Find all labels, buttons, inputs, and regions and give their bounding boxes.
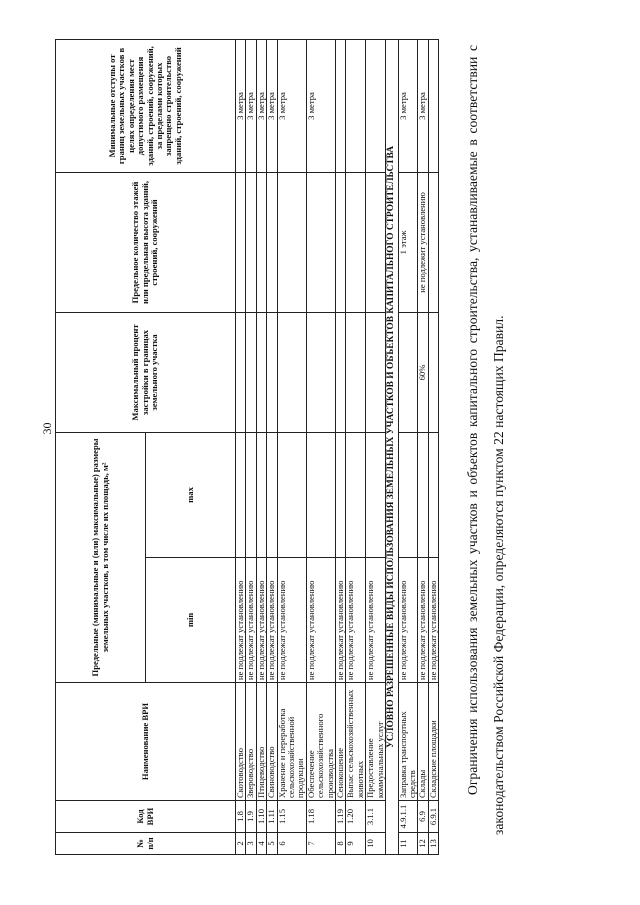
- row-name: Выпас сельскохозяйственных животных: [346, 683, 366, 801]
- page-number: 30: [40, 422, 54, 435]
- row-max: [277, 432, 306, 557]
- row-floors: [277, 172, 306, 312]
- table-row: [246, 39, 256, 854]
- section-title: УСЛОВНО РАЗРЕШЕННЫЕ ВИДЫ ИСПОЛЬЗОВАНИЯ ЗЕМЕЛЬНЫХ УЧАСТКОВ И ОБЪЕКТОВ КАПИТАЛЬНОГО СТРОИТЕЛЬСТВА: [386, 39, 398, 854]
- section-row: [386, 39, 398, 854]
- row-code: 6.9.1: [428, 801, 438, 833]
- row-name: Птицеводство: [256, 683, 266, 801]
- row-pct: 60%: [418, 312, 428, 432]
- row-setback: 3 метра: [306, 39, 335, 172]
- row-max: [418, 432, 428, 557]
- row-min: не подлежат установлению: [346, 558, 366, 683]
- row-floors: [267, 172, 277, 312]
- row-name: Предоставление коммунальных услуг: [366, 683, 386, 801]
- row-pct: [236, 312, 246, 432]
- row-setback: 3 метра: [277, 39, 306, 172]
- row-code: 3.1.1: [366, 801, 386, 833]
- row-number: 8: [336, 833, 346, 855]
- row-max: [346, 432, 366, 557]
- row-name: Хранение и переработка сельскохозяйственной продукции: [277, 683, 306, 801]
- row-number: 7: [306, 833, 335, 855]
- row-max: [336, 432, 346, 557]
- row-name: Сенокошение: [336, 683, 346, 801]
- table-row: [277, 39, 306, 854]
- table-row: [366, 39, 386, 854]
- table-row: [428, 39, 438, 854]
- row-number: 3: [246, 833, 256, 855]
- row-floors: не подлежит установлению: [418, 172, 428, 312]
- row-pct: [366, 312, 386, 432]
- row-number: 10: [366, 833, 386, 855]
- row-name: Заправка транспортных средств: [398, 683, 418, 801]
- table-row: [306, 39, 335, 854]
- header-code: Код ВРИ: [56, 801, 236, 833]
- row-pct: [428, 312, 438, 432]
- row-min: не подлежат установлению: [256, 558, 266, 683]
- row-name: Свиноводство: [267, 683, 277, 801]
- table-row: [256, 39, 266, 854]
- row-floors: [428, 172, 438, 312]
- row-number: 12: [418, 833, 428, 855]
- table-row: [336, 39, 346, 854]
- row-number: 2: [236, 833, 246, 855]
- row-max: [256, 432, 266, 557]
- table-row: [418, 39, 428, 854]
- row-setback: 3 метра: [256, 39, 266, 172]
- table-row: [346, 39, 366, 854]
- table-row: [236, 39, 246, 854]
- row-min: не подлежат установлению: [398, 558, 418, 683]
- header-floors: Предельное количество этажей или предельная высота зданий, строений, сооружений: [56, 172, 236, 312]
- table-row: [267, 39, 277, 854]
- row-pct: [346, 312, 366, 432]
- header-num: № п/п: [56, 833, 236, 855]
- row-min: не подлежат установлению: [277, 558, 306, 683]
- header-name: Наименование ВРИ: [56, 683, 236, 801]
- row-max: [366, 432, 386, 557]
- row-min: не подлежат установлению: [336, 558, 346, 683]
- row-setback: [428, 39, 438, 172]
- row-min: не подлежат установлению: [306, 558, 335, 683]
- row-pct: [306, 312, 335, 432]
- row-max: [246, 432, 256, 557]
- row-number: 4: [256, 833, 266, 855]
- header-setback: Минимальные отступы от границ земельных участков в целях определения мест допустимого размещения зданий, строений, сооружений, за пределами которых запрещено строительство зданий, строений, сооружений: [56, 39, 236, 172]
- row-number: 9: [346, 833, 366, 855]
- row-code: 1.18: [306, 801, 335, 833]
- row-number: 5: [267, 833, 277, 855]
- row-setback: 3 метра: [236, 39, 246, 172]
- row-max: [398, 432, 418, 557]
- row-code: 1.11: [267, 801, 277, 833]
- row-code: 1.15: [277, 801, 306, 833]
- row-name: Скотоводство: [236, 683, 246, 801]
- row-floors: [306, 172, 335, 312]
- row-code: 1.10: [256, 801, 266, 833]
- header-max: max: [146, 432, 236, 557]
- row-setback: [336, 39, 346, 172]
- restrictions-note: Ограничения использования земельных участков и объектов капитального строительства, устанавливаемые в соответствии с законодательством Российской Федерации, определяются пунктом 22 настоящих Правил.: [465, 45, 506, 835]
- row-code: 1.20: [346, 801, 366, 833]
- row-name: Звероводство: [246, 683, 256, 801]
- row-name: Склады: [418, 683, 428, 801]
- row-floors: [256, 172, 266, 312]
- row-setback: 3 метра: [418, 39, 428, 172]
- row-name: Складские площадки: [428, 683, 438, 801]
- row-number: 13: [428, 833, 438, 855]
- row-code: 1.8: [236, 801, 246, 833]
- row-min: не подлежат установлению: [267, 558, 277, 683]
- row-pct: [398, 312, 418, 432]
- row-setback: [346, 39, 366, 172]
- row-setback: 3 метра: [246, 39, 256, 172]
- row-floors: [246, 172, 256, 312]
- row-number: 11: [398, 833, 418, 855]
- regulations-table: [55, 39, 439, 855]
- row-code: 1.9: [246, 801, 256, 833]
- row-min: не подлежат установлению: [246, 558, 256, 683]
- row-min: не подлежат установлению: [366, 558, 386, 683]
- header-size: Предельные (минимальные и (или) максимальные) размеры земельных участков, в том числе их площадь, м²: [56, 432, 146, 682]
- table-row: [398, 39, 418, 854]
- row-floors: 1 этаж: [398, 172, 418, 312]
- row-code: 1.19: [336, 801, 346, 833]
- row-pct: [246, 312, 256, 432]
- row-floors: [346, 172, 366, 312]
- row-max: [236, 432, 246, 557]
- row-pct: [267, 312, 277, 432]
- row-setback: [366, 39, 386, 172]
- row-name: Обеспечение сельскохозяйственного производства: [306, 683, 335, 801]
- row-pct: [256, 312, 266, 432]
- header-min: min: [146, 558, 236, 683]
- row-pct: [336, 312, 346, 432]
- row-number: 6: [277, 833, 306, 855]
- row-max: [267, 432, 277, 557]
- row-floors: [336, 172, 346, 312]
- row-floors: [236, 172, 246, 312]
- header-pct: Максимальный процент застройки в границах земельного участка: [56, 312, 236, 432]
- row-setback: 3 метра: [267, 39, 277, 172]
- row-min: не подлежат установлению: [418, 558, 428, 683]
- row-min: не подлежат установлению: [236, 558, 246, 683]
- row-pct: [277, 312, 306, 432]
- row-max: [428, 432, 438, 557]
- row-code: 4.9.1.1: [398, 801, 418, 833]
- row-code: 6.9: [418, 801, 428, 833]
- row-min: не подлежат установлению: [428, 558, 438, 683]
- rotated-page: [55, 40, 520, 855]
- row-max: [306, 432, 335, 557]
- row-setback: 3 метра: [398, 39, 418, 172]
- row-floors: [366, 172, 386, 312]
